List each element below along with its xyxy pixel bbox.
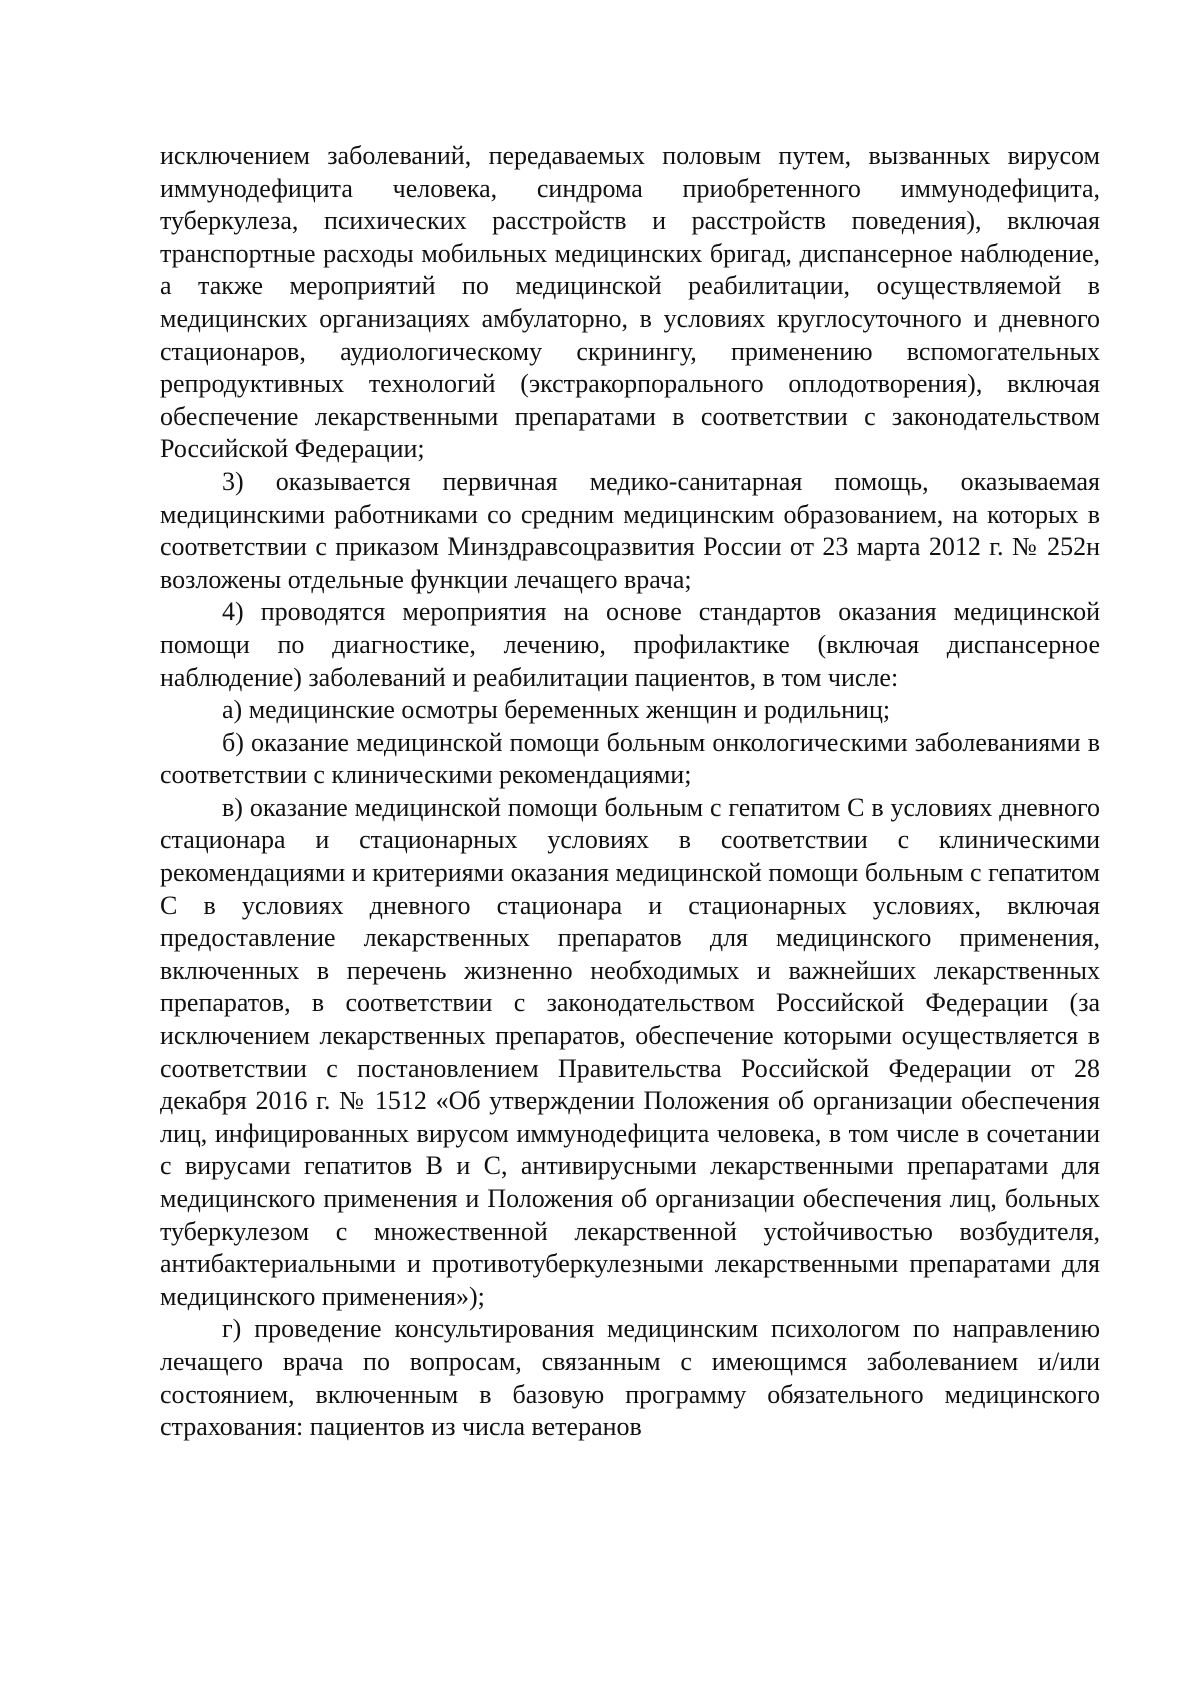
paragraph-subitem-b: б) оказание медицинской помощи больным онкологическими заболеваниями в соответствии с клиническими рекомендациями; [160,727,1100,790]
paragraph-item-3: 3) оказывается первичная медико-санитарная помощь, оказываемая медицинскими работниками со средним медицинским образованием, на которых в соответствии с приказом Минздравсоцразвития России от 23 марта 2012 г. № 252н возложены отдельные функции лечащего врача; [160,466,1100,594]
document-page [160,140,1100,1444]
paragraph-subitem-g: г) проведение консультирования медицинским психологом по направлению лечащего врача по вопросам, связанным с имеющимся заболеванием и/или состоянием, включенным в базовую программу обязательного медицинского страхования: пациентов из числа ветеранов [160,1314,1100,1442]
paragraph-continuation: исключением заболеваний, передаваемых половым путем, вызванных вирусом иммунодефицита человека, синдрома приобретенного иммунодефицита, туберкулеза, психических расстройств и расстройств поведения), включая транспортные расходы мобильных медицинских бригад, диспансерное наблюдение, а также мероприятий по медицинской реабилитации, осуществляемой в медицинских организациях амбулаторно, в условиях круглосуточного и дневного стационаров, аудиологическому скринингу, применению вспомогательных репродуктивных технологий (экстракорпорального оплодотворения), включая обеспечение лекарственными препаратами в соответствии с законодательством Российской Федерации; [160,141,1100,464]
paragraph-item-4: 4) проводятся мероприятия на основе стандартов оказания медицинской помощи по диагностике, лечению, профилактике (включая диспансерное наблюдение) заболеваний и реабилитации пациентов, в том числе: [160,597,1100,692]
paragraph-subitem-v: в) оказание медицинской помощи больным с гепатитом С в условиях дневного стационара и стационарных условиях в соответствии с клиническими рекомендациями и критериями оказания медицинской помощи больным с гепатитом С в условиях дневного стационара и стационарных условиях, включая предоставление лекарственных препаратов для медицинского применения, включенных в перечень жизненно необходимых и важнейших лекарственных препаратов, в соответствии с законодательством Российской Федерации (за исключением лекарственных препаратов, обеспечение которыми осуществляется в соответствии с постановлением Правительства Российской Федерации от 28 декабря 2016 г. № 1512 «Об утверждении Положения об организации обеспечения лиц, инфицированных вирусом иммунодефицита человека, в том числе в сочетании с вирусами гепатитов В и С, антивирусными лекарственными препаратами для медицинского применения и Положения об организации обеспечения лиц, больных туберкулезом с множественной лекарственной устойчивостью возбудителя, антибактериальными и противотуберкулезными лекарственными препаратами для медицинского применения»); [160,792,1100,1311]
paragraph-subitem-a: а) медицинские осмотры беременных женщин и родильниц; [222,695,891,725]
